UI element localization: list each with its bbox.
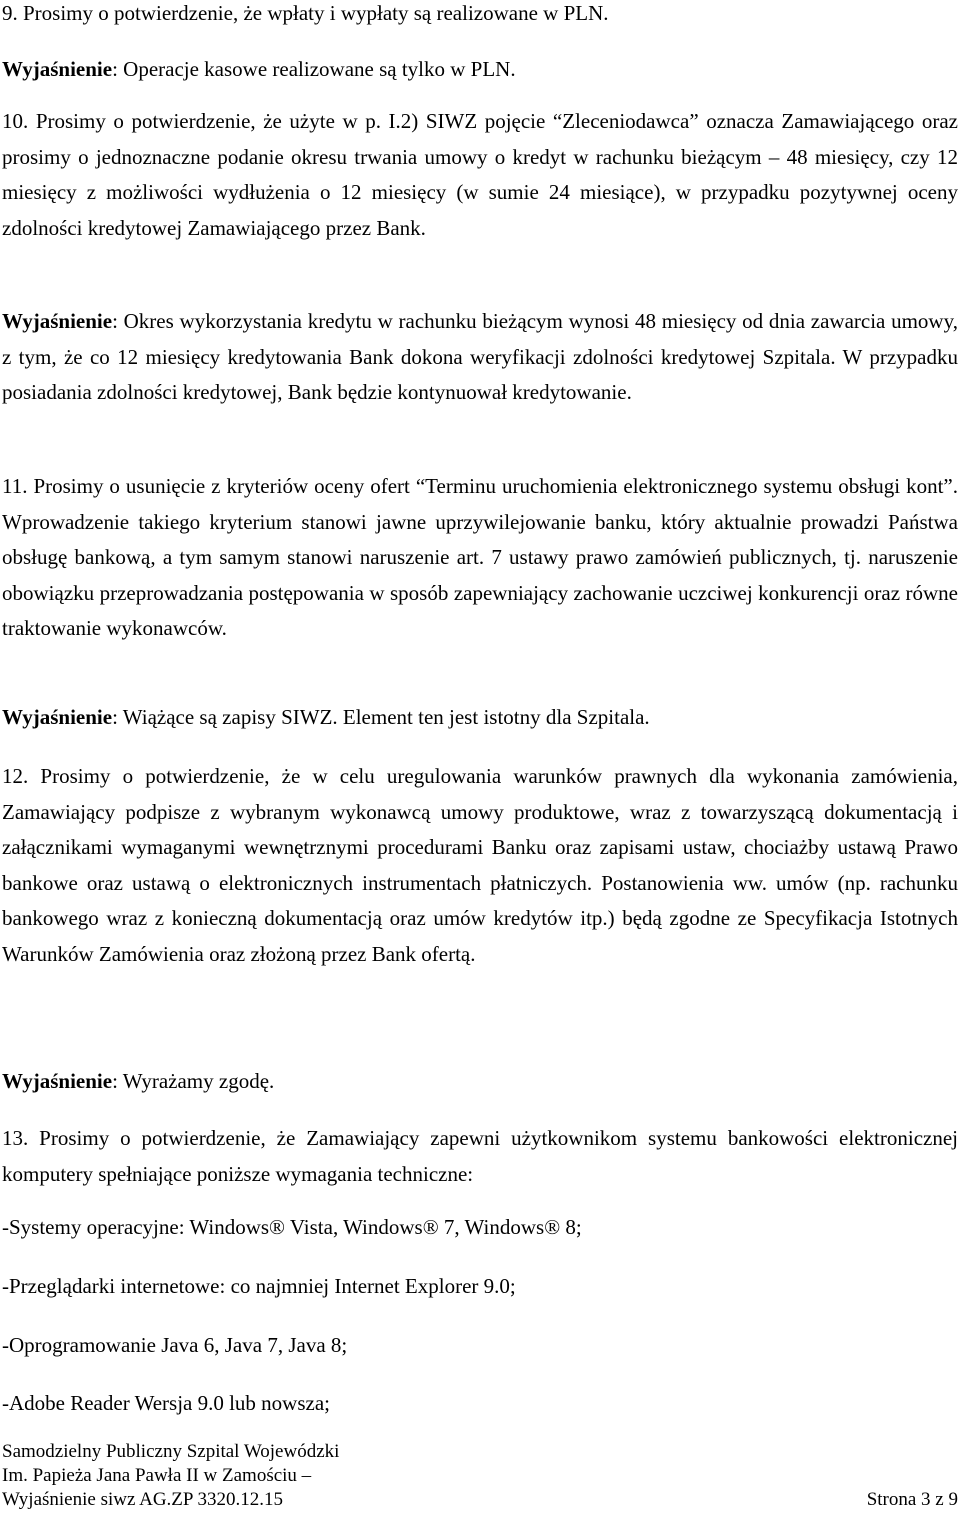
answer-11-text: : Wiążące są zapisy SIWZ. Element ten jest istotny dla Szpitala. — [112, 705, 650, 729]
answer-10-text: : Okres wykorzystania kredytu w rachunku bieżącym wynosi 48 miesięcy od dnia zawarcia umowy, z tym, że co 12 miesięcy kredytowania Bank dokona weryfikacji zdolności kredytowej Szpitala. W przypadku posiadania zdolności kredytowej, Bank będzie kontynuował kredytowanie. — [2, 309, 958, 404]
requirement-java: -Oprogramowanie Java 6, Java 7, Java 8; — [2, 1333, 348, 1357]
page-footer — [2, 1440, 958, 1512]
requirement-os: -Systemy operacyjne: Windows® Vista, Windows® 7, Windows® 8; — [2, 1215, 582, 1239]
answer-label: Wyjaśnienie — [2, 309, 113, 333]
answer-12-text: : Wyrażamy zgodę. — [112, 1069, 275, 1093]
footer-document-ref: Wyjaśnienie siwz AG.ZP 3320.12.15 — [2, 1489, 284, 1510]
footer-row — [2, 1488, 958, 1512]
question-12: 12. Prosimy o potwierdzenie, że w celu uregulowania warunków prawnych dla wykonania zamówienia, Zamawiający podpisze z wybranym wykonawcą umowy produktowe, wraz z towarzyszącą dokumentacją i załącznikami wymaganymi wewnętrznymi procedurami Banku oraz zapisami ustaw, chociażby ustawą Prawo bankowe oraz ustawą o elektronicznych instrumentach płatniczych. Postanowienia ww. umów (np. rachunku bankowego wraz z konieczną dokumentacją oraz umów kredytów itp.) będą zgodne ze Specyfikacja Istotnych Warunków Zamówienia oraz złożoną przez Bank ofertą. — [2, 764, 958, 966]
footer-institution: Samodzielny Publiczny Szpital Wojewódzki — [2, 1441, 340, 1462]
answer-12 — [2, 1064, 958, 1100]
requirement-browser: -Przeglądarki internetowe: co najmniej Internet Explorer 9.0; — [2, 1274, 516, 1298]
footer-location: Im. Papieża Jana Pawła II w Zamościu – — [2, 1465, 312, 1486]
question-13: 13. Prosimy o potwierdzenie, że Zamawiający zapewni użytkownikom systemu bankowości elektronicznej komputery spełniające poniższe wymagania techniczne: — [2, 1126, 958, 1186]
question-10: 10. Prosimy o potwierdzenie, że użyte w p. I.2) SIWZ pojęcie “Zleceniodawca” oznacza Zamawiającego oraz prosimy o jednoznaczne podanie okresu trwania umowy o kredyt w rachunku bieżącym – 48 miesięcy, czy 12 miesięcy z możliwości wydłużenia o 12 miesięcy (w sumie 24 miesiące), w przypadku pozytywnej oceny zdolności kredytowej Zamawiającego przez Bank. — [2, 109, 958, 240]
answer-label: Wyjaśnienie — [2, 705, 113, 729]
requirement-adobe: -Adobe Reader Wersja 9.0 lub nowsza; — [2, 1391, 330, 1415]
answer-9-text: : Operacje kasowe realizowane są tylko w PLN. — [112, 57, 516, 81]
answer-label: Wyjaśnienie — [2, 57, 113, 81]
question-11: 11. Prosimy o usunięcie z kryteriów oceny ofert “Terminu uruchomienia elektronicznego systemu obsługi kont”. Wprowadzenie takiego kryterium stanowi jawne uprzywilejowanie banku, który aktualnie prowadzi Państwa obsługę bankową, a tym samym stanowi naruszenie art. 7 ustawy prawo zamówień publicznych, tj. naruszenie obowiązku przeprowadzania postępowania w sposób zapewniający zachowanie uczciwej konkurencji oraz równe traktowanie wykonawców. — [2, 474, 958, 640]
answer-label: Wyjaśnienie — [2, 1069, 113, 1093]
footer-page-number: Strona 3 z 9 — [866, 1489, 958, 1510]
question-9: 9. Prosimy o potwierdzenie, że wpłaty i wypłaty są realizowane w PLN. — [2, 1, 609, 25]
answer-10 — [2, 304, 958, 411]
answer-9 — [2, 52, 958, 88]
answer-11 — [2, 700, 958, 736]
